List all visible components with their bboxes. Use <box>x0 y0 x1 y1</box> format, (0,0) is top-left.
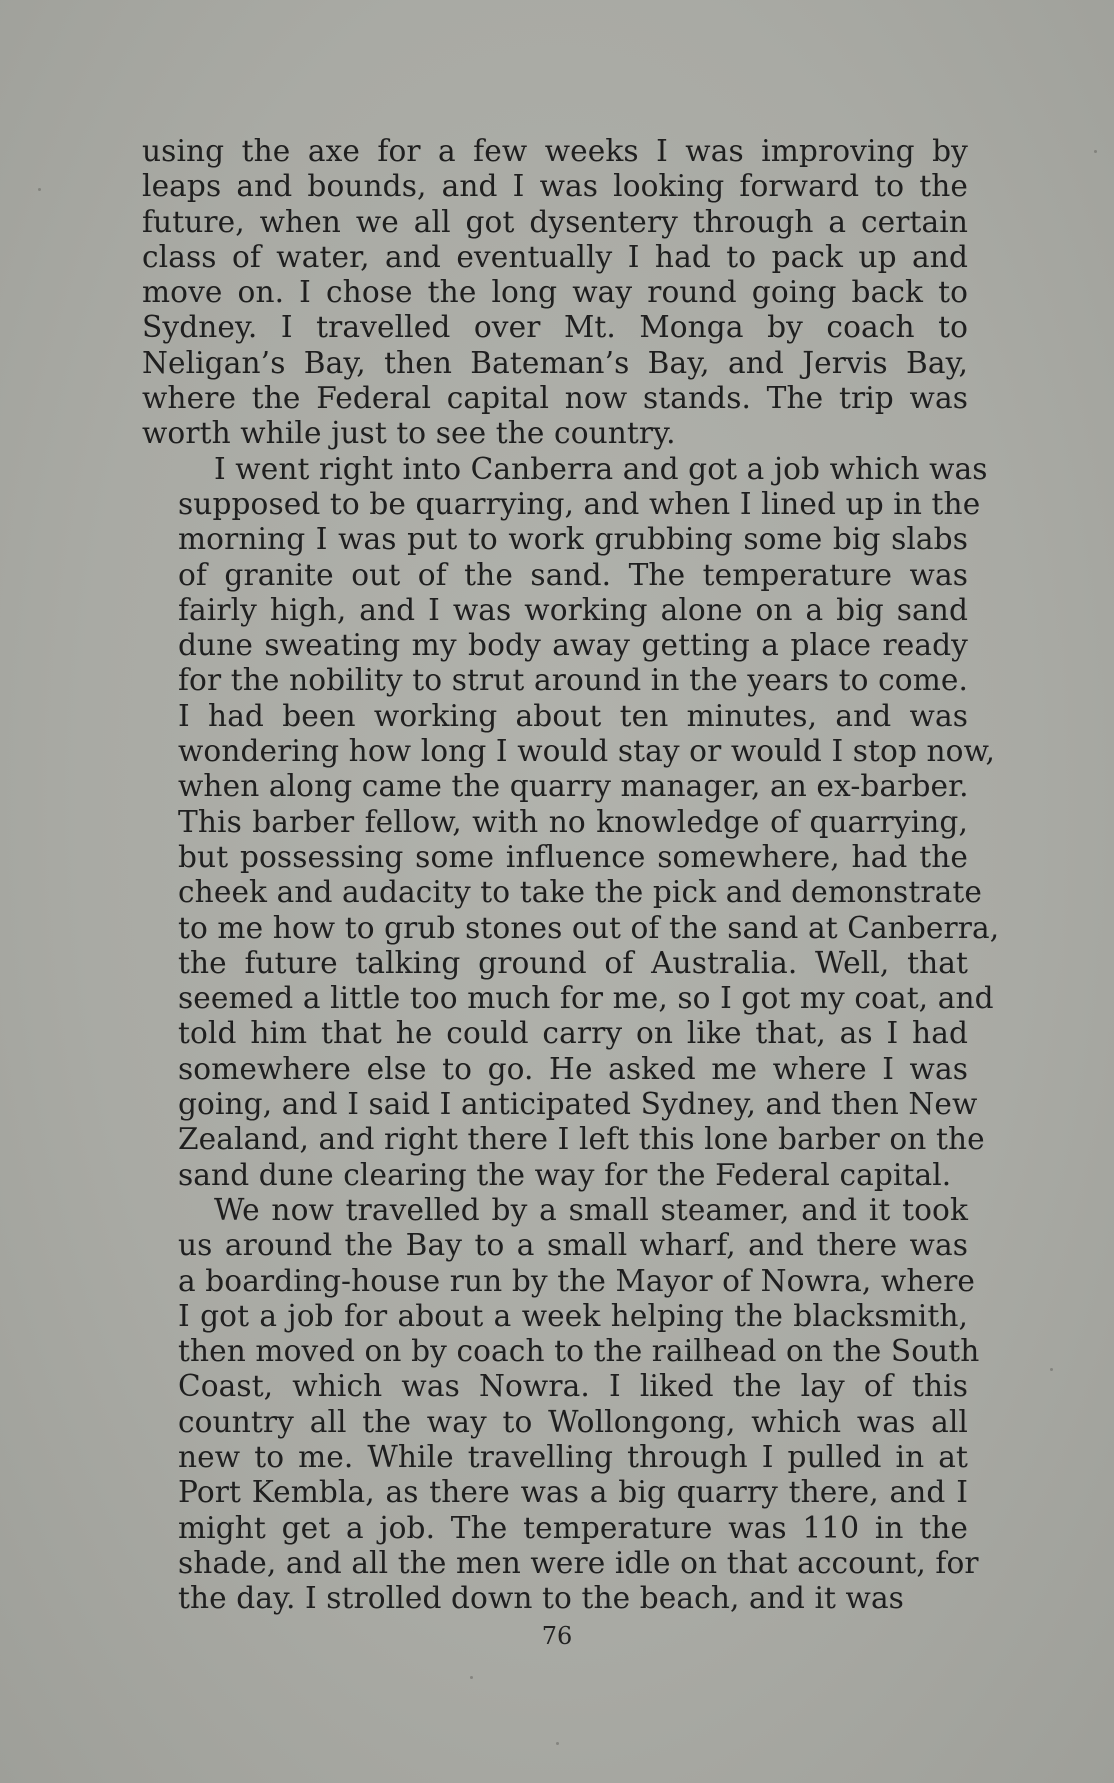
paper-speck <box>38 188 41 191</box>
text-line: class of water, and eventually I had to pack up and <box>142 239 968 274</box>
text-line: fairly high, and I was working alone on a big sand <box>178 592 968 627</box>
text-line: seemed a little too much for me, so I got my coat, and <box>178 981 994 1016</box>
text-line: dune sweating my body away getting a place ready <box>178 628 968 663</box>
text-line: a boarding-house run by the Mayor of Nowra, where <box>178 1263 975 1298</box>
text-line: worth while just to see the country. <box>142 416 676 451</box>
paragraph <box>142 1192 980 1617</box>
text-line: morning I was put to work grubbing some big slabs <box>178 522 968 557</box>
text-line: shade, and all the men were idle on that account, for <box>178 1545 979 1580</box>
text-line: using the axe for a few weeks I was improving by <box>142 134 968 168</box>
text-line: Sydney. I travelled over Mt. Monga by coach to <box>142 310 968 345</box>
text-line: then moved on by coach to the railhead on the South <box>178 1334 980 1369</box>
paper-speck <box>1094 150 1097 153</box>
page-number: 76 <box>541 1622 573 1650</box>
text-line: I went right into Canberra and got a job which was <box>214 451 988 486</box>
paper-speck <box>556 1742 559 1745</box>
paper-speck <box>470 1676 473 1679</box>
text-line: but possessing some influence somewhere, had the <box>178 839 968 874</box>
text-line: told him that he could carry on like that, as I had <box>178 1016 968 1051</box>
text-line: for the nobility to strut around in the years to come. <box>178 663 968 698</box>
text-line: the future talking ground of Australia. Well, that <box>178 945 968 980</box>
text-line: Neligan’s Bay, then Bateman’s Bay, and Jervis Bay, <box>142 345 968 380</box>
text-line: of granite out of the sand. The temperature was <box>178 557 968 592</box>
text-line: supposed to be quarrying, and when I lined up in the <box>178 486 981 521</box>
text-line: wondering how long I would stay or would I stop now, <box>178 734 996 769</box>
text-line: sand dune clearing the way for the Federal capital. <box>178 1157 952 1192</box>
text-line: move on. I chose the long way round going back to <box>142 275 968 310</box>
text-line: Zealand, and right there I left this lone barber on the <box>178 1122 985 1157</box>
text-line: cheek and audacity to take the pick and demonstrate <box>178 875 982 910</box>
text-line: where the Federal capital now stands. The trip was <box>142 381 968 416</box>
text-line: the day. I strolled down to the beach, and it was <box>178 1581 904 1616</box>
text-line: We now travelled by a small steamer, and it took <box>214 1192 968 1227</box>
text-line: I had been working about ten minutes, and was <box>178 698 968 733</box>
text-line: going, and I said I anticipated Sydney, and then New <box>178 1087 978 1122</box>
text-line: us around the Bay to a small wharf, and there was <box>178 1228 968 1263</box>
text-line: to me how to grub stones out of the sand at Canberra, <box>178 910 1000 945</box>
paragraph <box>142 134 968 452</box>
text-line: future, when we all got dysentery through a certain <box>142 204 968 239</box>
text-line: somewhere else to go. He asked me where I was <box>178 1051 968 1086</box>
paragraph <box>142 451 1000 1193</box>
text-line: when along came the quarry manager, an ex-barber. <box>178 769 969 804</box>
text-line: Coast, which was Nowra. I liked the lay of this <box>178 1369 968 1404</box>
text-line: This barber fellow, with no knowledge of quarrying, <box>178 804 968 839</box>
text-line: Port Kembla, as there was a big quarry there, and I <box>178 1475 968 1510</box>
paper-speck <box>1050 1368 1053 1371</box>
text-line: new to me. While travelling through I pulled in at <box>178 1439 968 1474</box>
text-line: I got a job for about a week helping the blacksmith, <box>178 1298 968 1333</box>
text-line: country all the way to Wollongong, which was all <box>178 1404 968 1439</box>
text-line: leaps and bounds, and I was looking forward to the <box>142 169 968 204</box>
text-line: might get a job. The temperature was 110 in the <box>178 1510 968 1545</box>
body-text <box>142 134 1000 1616</box>
